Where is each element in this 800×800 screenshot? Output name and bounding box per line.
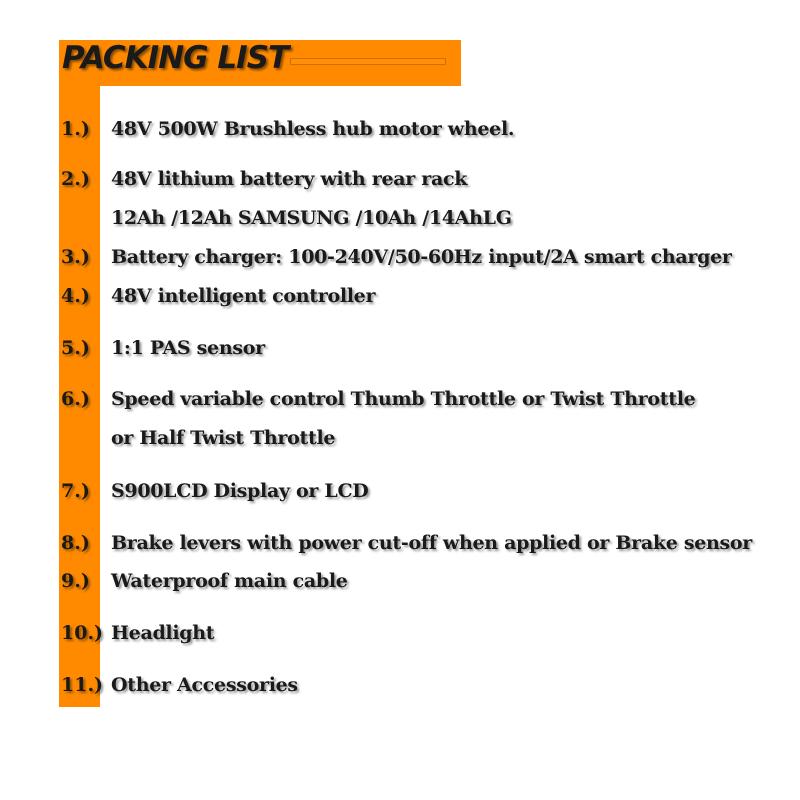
item-text: Brake levers with power cut-off when applied or Brake sensor	[111, 532, 753, 554]
item-number: 8.)	[61, 532, 90, 554]
item-number: 11.)	[61, 674, 104, 696]
item-text: 48V intelligent controller	[111, 285, 376, 307]
item-number: 7.)	[61, 480, 90, 502]
item-text: 1:1 PAS sensor	[111, 337, 265, 359]
item-text: S900LCD Display or LCD	[111, 480, 369, 502]
item-text: Other Accessories	[111, 674, 298, 696]
header-rule	[290, 58, 446, 65]
item-text: Speed variable control Thumb Throttle or Twist Throttle	[111, 388, 696, 410]
item-text: or Half Twist Throttle	[111, 427, 336, 449]
item-number: 4.)	[61, 285, 90, 307]
item-number: 2.)	[61, 168, 90, 190]
item-text: Headlight	[111, 622, 215, 644]
item-text: Waterproof main cable	[111, 570, 348, 592]
page-title: PACKING LIST	[62, 40, 289, 76]
item-text: 48V 500W Brushless hub motor wheel.	[111, 118, 515, 140]
item-number: 10.)	[61, 622, 104, 644]
item-text: 48V lithium battery with rear rack	[111, 168, 468, 190]
item-number: 9.)	[61, 570, 90, 592]
item-text: 12Ah /12Ah SAMSUNG /10Ah /14AhLG	[111, 207, 512, 229]
item-text: Battery charger: 100-240V/50-60Hz input/2A smart charger	[111, 246, 732, 268]
item-number: 5.)	[61, 337, 90, 359]
item-number: 6.)	[61, 388, 90, 410]
item-number: 1.)	[61, 118, 90, 140]
item-number: 3.)	[61, 246, 90, 268]
